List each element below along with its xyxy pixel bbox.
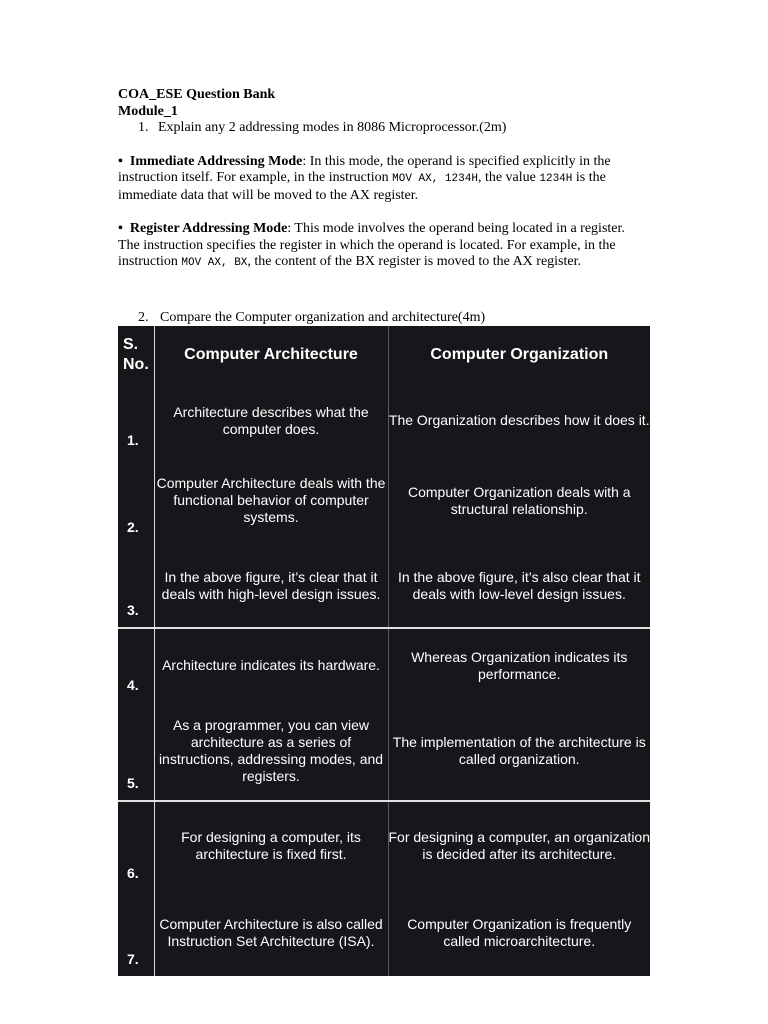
architecture-cell: Architecture indicates its hardware. <box>154 628 388 702</box>
row-number: 3. <box>127 602 139 618</box>
header-organization: Computer Organization <box>430 346 609 363</box>
question-2-number: 2. <box>138 310 149 325</box>
question-2 <box>138 310 485 326</box>
module-title: Module_1 <box>118 103 178 119</box>
architecture-cell: For designing a computer, its architecture is fixed first. <box>154 801 388 890</box>
bullet-icon: • <box>118 221 123 236</box>
header-sno-line2: No. <box>123 356 149 373</box>
table-row <box>118 890 650 976</box>
row-number: 6. <box>118 801 154 890</box>
architecture-cell: As a programmer, you can view architecture as a series of instructions, addressing modes, and registers. <box>154 702 388 801</box>
bullet-icon: • <box>118 153 123 169</box>
immediate-mode-paragraph <box>118 154 648 205</box>
question-2-text: Compare the Computer organization and architecture(4m) <box>160 310 486 325</box>
register-mode-paragraph <box>118 221 648 272</box>
register-mode-name: Register Addressing Mode <box>129 221 288 236</box>
header-architecture: Computer Architecture <box>154 326 388 384</box>
question-1-text: Explain any 2 addressing modes in 8086 Microprocessor.(2m) <box>158 120 507 135</box>
table-row <box>118 801 650 890</box>
row-number: 4. <box>118 628 154 702</box>
immediate-code-1: MOV AX, 1234H <box>392 173 478 185</box>
table-row <box>118 384 650 457</box>
table-header-row <box>118 326 650 384</box>
organization-cell: Whereas Organization indicates its performance. <box>388 628 650 702</box>
question-text-block <box>118 87 648 272</box>
row-number: 5. <box>127 775 139 791</box>
register-text-2: , the content of the BX register is moved to the AX register. <box>247 254 581 269</box>
row-number: 7. <box>127 951 139 967</box>
immediate-text-3: is the immediate data that will be moved to the AX register. <box>118 170 606 203</box>
immediate-mode-name: Immediate Addressing Mode <box>129 153 303 169</box>
doc-title: COA_ESE Question Bank <box>118 87 276 102</box>
table-row <box>118 544 650 628</box>
register-code-1: MOV AX, BX <box>181 257 248 269</box>
header-sno-line1: S. <box>123 336 139 353</box>
question-1-number: 1. <box>138 120 149 135</box>
organization-cell: For designing a computer, an organization is decided after its architecture. <box>388 801 650 890</box>
table-row <box>118 628 650 702</box>
immediate-text-1: : In this mode, the operand is specified explicitly in the instruction itself. For example, in the instruction <box>118 153 611 185</box>
table-row <box>118 702 650 801</box>
comparison-table <box>118 326 650 976</box>
row-number: 2. <box>127 519 139 535</box>
immediate-code-2: 1234H <box>539 173 573 185</box>
architecture-cell: Computer Architecture deals with the functional behavior of computer systems. <box>154 457 388 544</box>
question-1 <box>118 120 648 137</box>
register-text-1: : This mode involves the operand being located in a register. The instruction specifies the register in which the operand is located. For example, in the instruction <box>118 221 625 269</box>
organization-cell: The implementation of the architecture is called organization. <box>392 734 646 767</box>
header-sno <box>118 326 154 384</box>
architecture-cell: In the above figure, it’s clear that it deals with high-level design issues. <box>154 544 388 628</box>
immediate-text-2: , the value <box>477 170 540 185</box>
architecture-cell: Computer Architecture is also called Instruction Set Architecture (ISA). <box>154 890 388 976</box>
organization-cell: In the above figure, it’s also clear that it deals with low-level design issues. <box>397 568 641 602</box>
organization-cell: Computer Organization deals with a structural relationship. <box>407 483 631 517</box>
organization-cell: The Organization describes how it does it. <box>388 412 650 428</box>
table-row <box>118 457 650 544</box>
row-number: 1. <box>127 432 139 448</box>
architecture-cell: Architecture describes what the computer does. <box>154 384 388 457</box>
organization-cell: Computer Organization is frequently called microarchitecture. <box>407 916 632 949</box>
